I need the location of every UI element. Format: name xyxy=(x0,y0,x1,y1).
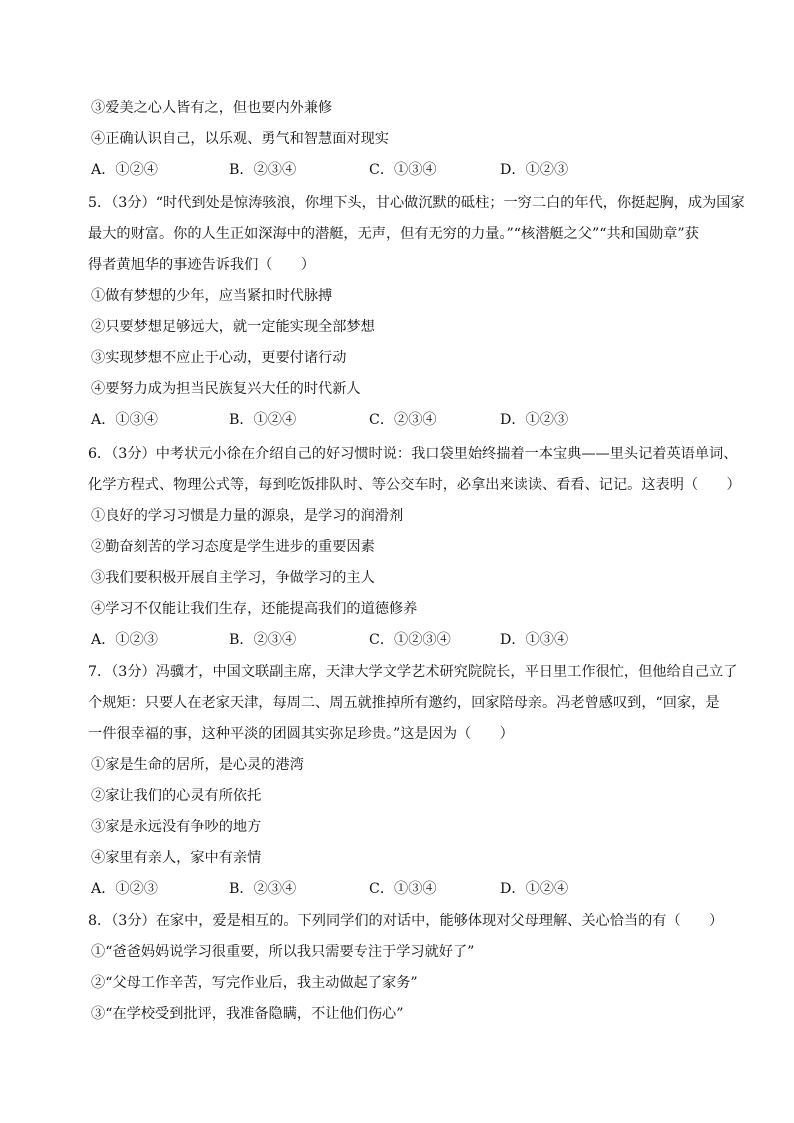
option-line: ④家里有亲人，家中有亲情 xyxy=(91,850,262,866)
question-5 xyxy=(0,188,794,436)
answer-choices xyxy=(0,874,794,905)
choice-c[interactable]: C．①②③④ xyxy=(369,632,451,648)
option-line: ①良好的学习习惯是力量的源泉，是学习的润滑剂 xyxy=(91,508,404,524)
option-line: ③家是永远没有争吵的地方 xyxy=(91,819,262,835)
question-stem: 5．（3分）“时代到处是惊涛骇浪，你埋下头，甘心做沉默的砥柱；一穷二白的年代，你挺起胸，成为国家 xyxy=(88,195,745,211)
question-stem: 7．（3分）冯骥才，中国文联副主席，天津大学文学艺术研究院院长，平日里工作很忙，但他给自己立了 xyxy=(88,664,738,680)
choice-b[interactable]: B．②③④ xyxy=(229,881,297,897)
choice-b[interactable]: B．①②④ xyxy=(229,412,297,428)
choice-a[interactable]: A．①②④ xyxy=(91,162,158,178)
choice-a[interactable]: A．①②③ xyxy=(91,632,158,648)
option-line: ③实现梦想不应止于心动，更要付诸行动 xyxy=(91,350,347,366)
question-stem: 8．（3分）在家中，爱是相互的。下列同学们的对话中，能够体现对父母理解、关心恰当的有（ ） xyxy=(88,913,724,929)
answer-choices xyxy=(0,625,794,656)
question-stem: 一件很幸福的事，这种平淡的团圆其实弥足珍贵。”这是因为（ ） xyxy=(88,726,514,742)
choice-c[interactable]: C．①③④ xyxy=(369,162,437,178)
question-4-tail xyxy=(0,93,794,186)
option-line: ①“爸爸妈妈说学习很重要，所以我只需要专注于学习就好了” xyxy=(91,944,475,960)
option-line: ①家是生命的居所，是心灵的港湾 xyxy=(91,757,304,773)
option-line: ②“父母工作辛苦，写完作业后，我主动做起了家务” xyxy=(91,975,418,991)
question-6 xyxy=(0,439,794,656)
question-stem: 得者黄旭华的事迹告诉我们（ ） xyxy=(88,257,316,273)
question-8 xyxy=(0,906,794,1030)
choice-d[interactable]: D．①②③ xyxy=(500,162,569,178)
question-stem: 化学方程式、物理公式等，每到吃饭排队时、等公交车时，必拿出来读读、看看、记记。这表明（ ） xyxy=(88,477,741,493)
option-line: ③爱美之心人皆有之，但也要内外兼修 xyxy=(91,100,333,116)
question-stem: 个规矩：只要人在老家天津，每周二、周五就推掉所有邀约，回家陪母亲。冯老曾感叹到，“回家，是 xyxy=(88,695,720,711)
choice-a[interactable]: A．①②③ xyxy=(91,881,158,897)
option-line: ④要努力成为担当民族复兴大任的时代新人 xyxy=(91,381,361,397)
answer-choices xyxy=(0,405,794,436)
choice-d[interactable]: D．①②④ xyxy=(500,881,569,897)
option-line: ②只要梦想足够远大，就一定能实现全部梦想 xyxy=(91,319,375,335)
question-7 xyxy=(0,657,794,905)
option-line: ②勤奋刻苦的学习态度是学生进步的重要因素 xyxy=(91,539,375,555)
answer-choices xyxy=(0,155,794,186)
question-stem: 最大的财富。你的人生正如深海中的潜艇，无声，但有无穷的力量。”“核潜艇之父”“共和国勋章”获 xyxy=(88,226,699,242)
option-line: ④正确认识自己，以乐观、勇气和智慧面对现实 xyxy=(91,131,389,147)
option-line: ①做有梦想的少年，应当紧扣时代脉搏 xyxy=(91,288,333,304)
choice-d[interactable]: D．①②③ xyxy=(500,412,569,428)
option-line: ②家让我们的心灵有所依托 xyxy=(91,788,262,804)
choice-a[interactable]: A．①③④ xyxy=(91,412,158,428)
choice-c[interactable]: C．①③④ xyxy=(369,881,437,897)
option-line: ③“在学校受到批评，我准备隐瞒，不让他们伤心” xyxy=(91,1006,404,1022)
question-stem: 6．（3分）中考状元小徐在介绍自己的好习惯时说：我口袋里始终揣着一本宝典——里头记着英语单词、 xyxy=(88,446,738,462)
option-line: ③我们要积极开展自主学习，争做学习的主人 xyxy=(91,570,375,586)
choice-b[interactable]: B．②③④ xyxy=(229,162,297,178)
choice-c[interactable]: C．②③④ xyxy=(369,412,437,428)
choice-b[interactable]: B．②③④ xyxy=(229,632,297,648)
option-line: ④学习不仅能让我们生存，还能提高我们的道德修养 xyxy=(91,601,418,617)
choice-d[interactable]: D．①③④ xyxy=(500,632,569,648)
